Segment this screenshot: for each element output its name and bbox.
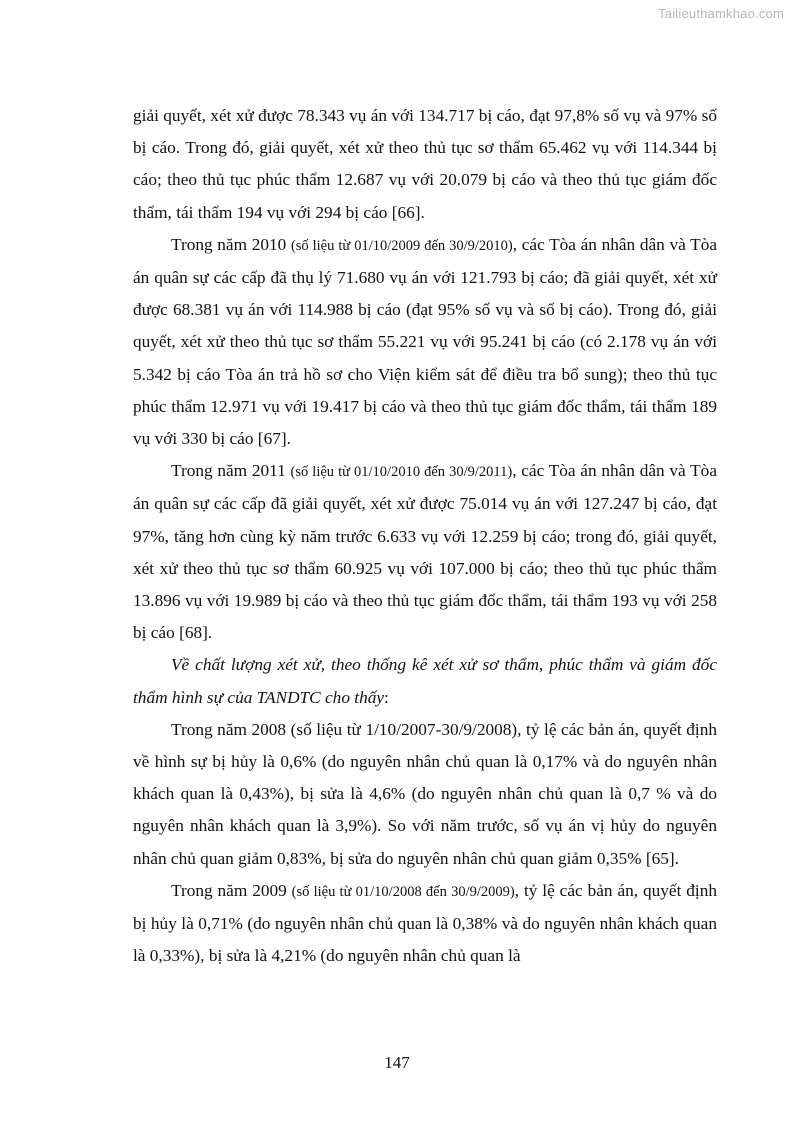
paragraph-3-body: , các Tòa án nhân dân và Tòa án quân sự các cấp đã giải quyết, xét xử được 75.014 vụ án với 127.247 bị cáo, đạt 97%, tăng hơn cùng kỳ năm trước 6.633 vụ với 12.259 bị cáo; trong đó, giải quyết, xét xử theo thủ tục sơ thẩm 60.925 vụ với 107.000 bị cáo; theo thủ tục phúc thẩm 13.896 vụ với 19.989 bị cáo và theo thủ tục giám đốc thẩm, tái thẩm 193 vụ với 258 bị cáo [68]. — [133, 461, 717, 643]
paragraph-1: giải quyết, xét xử được 78.343 vụ án với 134.717 bị cáo, đạt 97,8% số vụ và 97% số bị cáo. Trong đó, giải quyết, xét xử theo thủ tục sơ thẩm 65.462 vụ với 114.344 bị cáo; theo thủ tục phúc thẩm 12.687 vụ với 20.079 bị cáo và theo thủ tục giám đốc thẩm, tái thẩm 194 vụ với 294 bị cáo [66]. — [133, 106, 717, 222]
page-number: 147 — [384, 1053, 410, 1072]
watermark: Tailieuthamkhao.com — [658, 6, 784, 21]
paragraph-6-lead: Trong năm 2009 — [171, 880, 292, 900]
paragraph-4-heading — [133, 649, 717, 713]
paragraph-2-date-range: (số liệu từ 01/10/2009 đến 30/9/2010) — [290, 237, 513, 254]
paragraph-3-date-range: (số liệu từ 01/10/2010 đến 30/9/2011) — [290, 464, 513, 481]
quality-heading: Về chất lượng xét xử, theo thống kê xét xử sơ thẩm, phúc thẩm và giám đốc thẩm hình sự của TANDTC cho thấy — [133, 655, 717, 707]
paragraph-3-lead: Trong năm 2011 — [171, 461, 291, 481]
paragraph-5: Trong năm 2008 (số liệu từ 1/10/2007-30/9/2008), tỷ lệ các bản án, quyết định về hình sự bị hủy là 0,6% (do nguyên nhân chủ quan là 0,17% và do nguyên nhân khách quan là 0,43%), bị sửa là 4,6% (do nguyên nhân chủ quan là 0,7 % và do nguyên nhân khách quan là 3,9%). So với năm trước, số vụ án vị hủy do nguyên nhân chủ quan giảm 0,83%, bị sửa do nguyên nhân chủ quan giảm 0,35% [65]. — [133, 719, 717, 868]
paragraph-6-body: , tỷ lệ các bản án, quyết định bị hủy là 0,71% (do nguyên nhân chủ quan là 0,38% và do nguyên nhân khách quan là 0,33%), bị sửa là 4,21% (do nguyên nhân chủ quan là — [133, 880, 718, 966]
paragraph-6-date-range: (số liệu từ 01/10/2008 đến 30/9/2009) — [291, 883, 515, 900]
paragraph-6 — [133, 875, 717, 973]
paragraph-2-lead: Trong năm 2010 — [171, 234, 291, 254]
quality-heading-colon: : — [384, 687, 389, 707]
paragraph-2 — [133, 229, 717, 455]
paragraph-2-body: , các Tòa án nhân dân và Tòa án quân sự các cấp đã thụ lý 71.680 vụ án với 121.793 bị cáo; đã giải quyết, xét xử được 68.381 vụ án với 114.988 bị cáo (đạt 95% số vụ và số bị cáo). Trong đó, giải quyết, xét xử theo thủ tục sơ thẩm 55.221 vụ với 95.241 bị cáo (có 2.178 vụ án với 5.342 bị cáo Tòa án trả hồ sơ cho Viện kiểm sát để điều tra bổ sung); theo thủ tục phúc thẩm 12.971 vụ với 19.417 bị cáo và theo thủ tục giám đốc thẩm, tái thẩm 189 vụ với 330 bị cáo [67]. — [133, 234, 718, 449]
page-body — [133, 100, 717, 972]
paragraph-3 — [133, 455, 717, 649]
